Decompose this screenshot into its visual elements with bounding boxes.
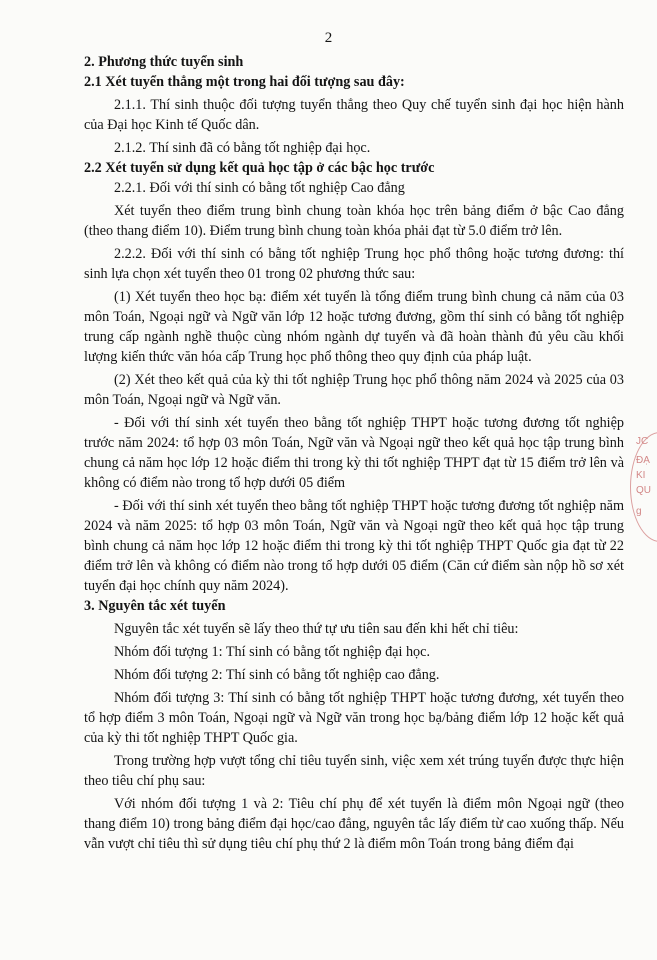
- paragraph: - Đối với thí sinh xét tuyển theo bằng tốt nghiệp THPT hoặc tương đương tốt nghiệp năm 2024 và năm 2025: tổ hợp 03 môn Toán, Ngữ văn và Ngoại ngữ theo kết quả học tập trung bình chung cả năm học lớp 12 hoặc điểm thi trong kỳ thi tốt nghiệp THPT Quốc gia đạt từ 22 điểm trở lên và không có điểm nào trong tổ hợp dưới 05 điểm (Căn cứ điểm sàn nộp hồ sơ xét tuyển đại học chính quy năm 2024).: [84, 498, 624, 594]
- paragraph: Nguyên tắc xét tuyển sẽ lấy theo thứ tự ưu tiên sau đến khi hết chỉ tiêu:: [114, 621, 519, 637]
- paragraph: - Đối với thí sinh xét tuyển theo bằng tốt nghiệp THPT hoặc tương đương tốt nghiệp trước năm 2024: tổ hợp 03 môn Toán, Ngữ văn và Ngoại ngữ theo kết quả học tập trung bình chung cả năm học lớp 12 hoặc điểm thi trong kỳ thi tốt nghiệp THPT đạt từ 15 điểm trở lên và không có điểm nào trong tổ hợp dưới 05 điểm: [84, 415, 624, 491]
- section-heading: 3. Nguyên tắc xét tuyển: [84, 598, 226, 614]
- paragraph: (2) Xét theo kết quả của kỳ thi tốt nghiệp Trung học phổ thông năm 2024 và 2025 của 03 môn Toán, Ngoại ngữ và Ngữ văn.: [84, 372, 624, 408]
- document-body: [84, 52, 624, 854]
- seal-text-fragment: KI: [636, 470, 646, 481]
- seal-text-fragment: ĐẠ: [636, 455, 650, 466]
- seal-text-fragment: JC: [636, 436, 649, 447]
- seal-text: [636, 434, 651, 519]
- page-number: 2: [324, 30, 333, 46]
- section-heading: 2. Phương thức tuyển sinh: [84, 54, 244, 70]
- section-heading: 2.2 Xét tuyển sử dụng kết quả học tập ở các bậc học trước: [84, 160, 435, 176]
- seal-text-fragment: QU: [636, 485, 651, 496]
- paragraph: Với nhóm đối tượng 1 và 2: Tiêu chí phụ để xét tuyển là điểm môn Ngoại ngữ (theo thang điểm 10) trong bảng điểm đại học/cao đẳng, nguyên tắc lấy điểm từ cao xuống thấp. Nếu vẫn vượt chỉ tiêu thì sử dụng tiêu chí phụ thứ 2 là điểm môn Toán trong bảng điểm đại: [84, 796, 624, 852]
- paragraph: Xét tuyển theo điểm trung bình chung toàn khóa học trên bảng điểm ở bậc Cao đẳng (theo thang điểm 10). Điểm trung bình chung toàn khóa phải đạt từ 5.0 điểm trở lên.: [84, 203, 624, 239]
- paragraph: 2.1.1. Thí sinh thuộc đối tượng tuyển thẳng theo Quy chế tuyển sinh đại học hiện hành của Đại học Kinh tế Quốc dân.: [84, 97, 624, 133]
- paragraph: (1) Xét tuyển theo học bạ: điểm xét tuyển là tổng điểm trung bình chung cả năm của 03 môn Toán, Ngoại ngữ và Ngữ văn lớp 12 hoặc tương đương, gồm thí sinh có bằng tốt nghiệp trung cấp ngành nghề thuộc cùng nhóm ngành dự tuyển và đã hoàn thành đủ yêu cầu khối lượng kiến thức văn hóa cấp Trung học phổ thông theo quy định của pháp luật.: [84, 289, 624, 365]
- paragraph: 2.2.1. Đối với thí sinh có bằng tốt nghiệp Cao đẳng: [114, 180, 405, 196]
- paragraph: Nhóm đối tượng 1: Thí sinh có bằng tốt nghiệp đại học.: [114, 644, 430, 660]
- paragraph: Nhóm đối tượng 3: Thí sinh có bằng tốt nghiệp THPT hoặc tương đương, xét tuyển theo tổ hợp điểm 3 môn Toán, Ngoại ngữ và Ngữ văn trong học bạ/bảng điểm lớp 12 hoặc kết quả của kỳ thi tốt nghiệp THPT Quốc gia.: [84, 690, 624, 746]
- paragraph: Trong trường hợp vượt tổng chỉ tiêu tuyển sinh, việc xem xét trúng tuyển được thực hiện theo tiêu chí phụ sau:: [84, 753, 624, 789]
- paragraph: Nhóm đối tượng 2: Thí sinh có bằng tốt nghiệp cao đẳng.: [114, 667, 440, 683]
- paragraph: 2.2.2. Đối với thí sinh có bằng tốt nghiệp Trung học phổ thông hoặc tương đương: thí sinh lựa chọn xét tuyển theo 01 trong 02 phương thức sau:: [84, 246, 624, 282]
- paragraph: 2.1.2. Thí sinh đã có bằng tốt nghiệp đại học.: [114, 140, 371, 156]
- section-heading: 2.1 Xét tuyển thẳng một trong hai đối tượng sau đây:: [84, 74, 405, 90]
- seal-text-fragment: g: [636, 506, 642, 517]
- seal-stamp-fragment: [626, 432, 657, 542]
